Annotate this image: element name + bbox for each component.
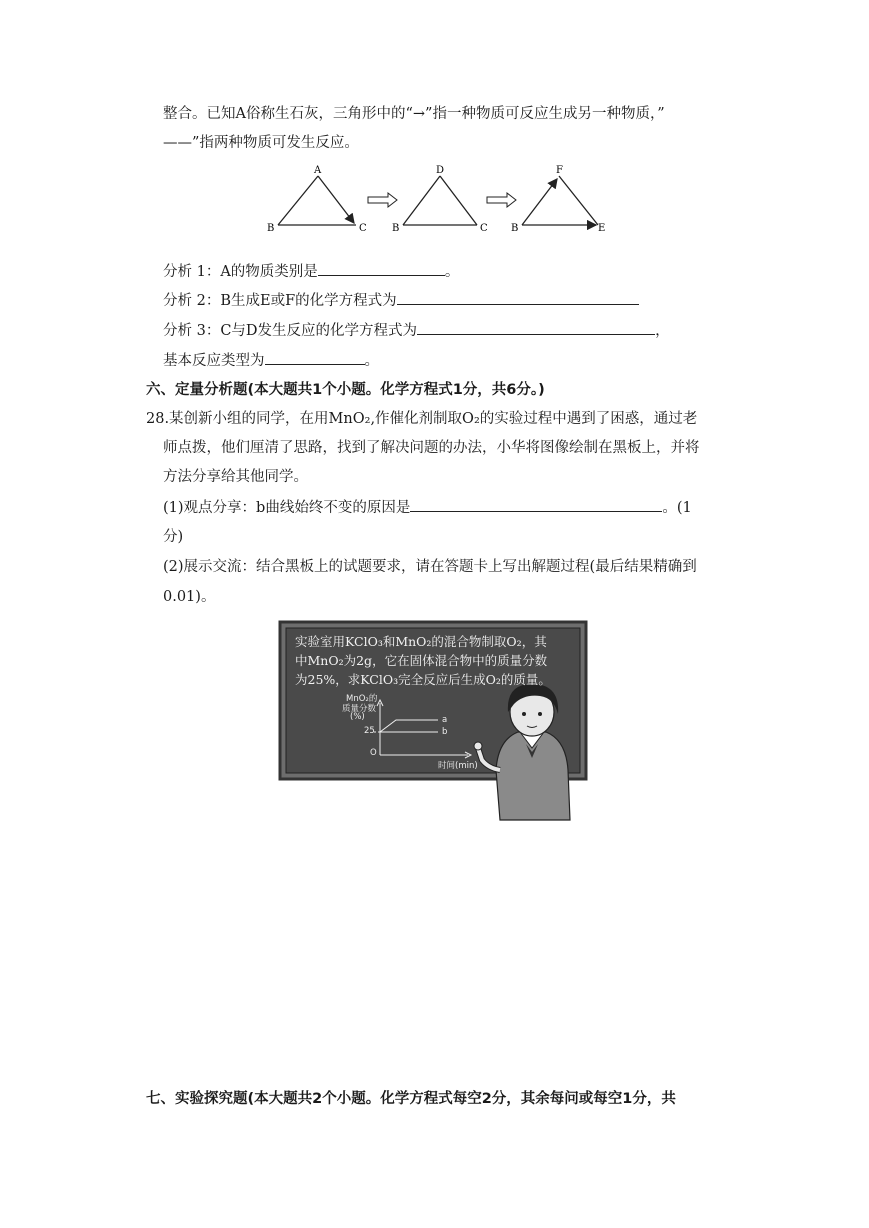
analysis-3-end: ，: [655, 323, 670, 339]
analysis-1-text: 分析 1：A的物质类别是: [163, 264, 318, 280]
blackboard-ylabel-1: MnO₂的: [346, 694, 378, 704]
blackboard-curve-a: a: [442, 715, 448, 725]
intro-line-1: 整合。已知A俗称生石灰，三角形中的“→”指一种物质可反应生成另一种物质，”: [163, 106, 665, 122]
t2-left-label: B: [392, 223, 400, 234]
analysis-1-blank[interactable]: [318, 261, 445, 276]
t3-left-label: B: [511, 223, 519, 234]
q28-line-3: 方法分享给其他同学。: [163, 469, 308, 485]
t1-left-label: B: [267, 223, 275, 234]
t1-right-label: C: [359, 223, 367, 234]
blackboard-xlabel: 时间(min): [438, 761, 478, 771]
section-7-heading: 七、实验探究题(本大题共2个小题。化学方程式每空2分，其余每问或每空1分，共: [146, 1091, 676, 1107]
analysis-3: [163, 320, 670, 341]
q28-part-1: [163, 497, 692, 518]
intro-line-2: ——”指两种物质可发生反应。: [163, 135, 359, 151]
triangle-1: [267, 165, 367, 234]
t2-top-label: D: [436, 165, 445, 176]
transform-arrow-1: [368, 193, 397, 207]
transform-arrow-2: [487, 193, 516, 207]
q28-line-2: 师点拨，他们厘清了思路，找到了解决问题的办法，小华将图像绘制在黑板上，并将: [163, 440, 700, 456]
t3-top-label: F: [556, 165, 563, 176]
analysis-1: [163, 261, 459, 282]
q28-part-1-cont: 分): [163, 529, 184, 545]
blackboard-ylabel-3: (%): [350, 712, 365, 722]
analysis-3-blank[interactable]: [417, 320, 655, 335]
q28-part-1-blank[interactable]: [410, 497, 662, 512]
blackboard-line-3: 为25%，求KClO₃完全反应后生成O₂的质量。: [295, 672, 551, 687]
q28-part-1-end: 。(1: [662, 500, 692, 516]
analysis-4-blank[interactable]: [265, 350, 365, 365]
blackboard-curve-b: b: [442, 727, 448, 737]
blackboard-figure: [278, 620, 588, 830]
q28-part-1-text: (1)观点分享：b曲线始终不变的原因是: [163, 500, 411, 516]
analysis-4-text: 基本反应类型为: [163, 353, 265, 369]
analysis-2-text: 分析 2：B生成E或F的化学方程式为: [163, 293, 397, 309]
blackboard-origin: O: [370, 748, 377, 758]
t1-top-label: A: [314, 165, 322, 176]
t2-right-label: C: [480, 223, 488, 234]
analysis-1-end: 。: [444, 264, 460, 280]
triangle-2: [392, 165, 488, 234]
triangle-3: [511, 165, 605, 234]
blackboard-tick-25: 25: [364, 726, 375, 736]
analysis-4-end: 。: [364, 353, 379, 369]
q28-line-1: 28.某创新小组的同学，在用MnO₂,作催化剂制取O₂的实验过程中遇到了困惑，通过老: [146, 411, 698, 427]
q28-part-2: (2)展示交流：结合黑板上的试题要求，请在答题卡上写出解题过程(最后结果精确到: [163, 559, 697, 575]
analysis-4: [163, 350, 379, 371]
triangle-diagram: [265, 162, 615, 242]
analysis-2: [163, 290, 639, 311]
analysis-2-blank[interactable]: [397, 290, 639, 305]
t3-right-label: E: [598, 223, 606, 234]
q28-part-2-cont: 0.01)。: [163, 589, 216, 605]
section-6-heading: 六、定量分析题(本大题共1个小题。化学方程式1分，共6分。): [146, 382, 545, 398]
blackboard-line-1: 实验室用KClO₃和MnO₂的混合物制取O₂，其: [295, 634, 547, 649]
analysis-3-text: 分析 3：C与D发生反应的化学方程式为: [163, 323, 418, 339]
blackboard-line-2: 中MnO₂为2g，它在固体混合物中的质量分数: [295, 653, 548, 668]
blackboard-ylabel-2: 质量分数: [342, 704, 377, 714]
